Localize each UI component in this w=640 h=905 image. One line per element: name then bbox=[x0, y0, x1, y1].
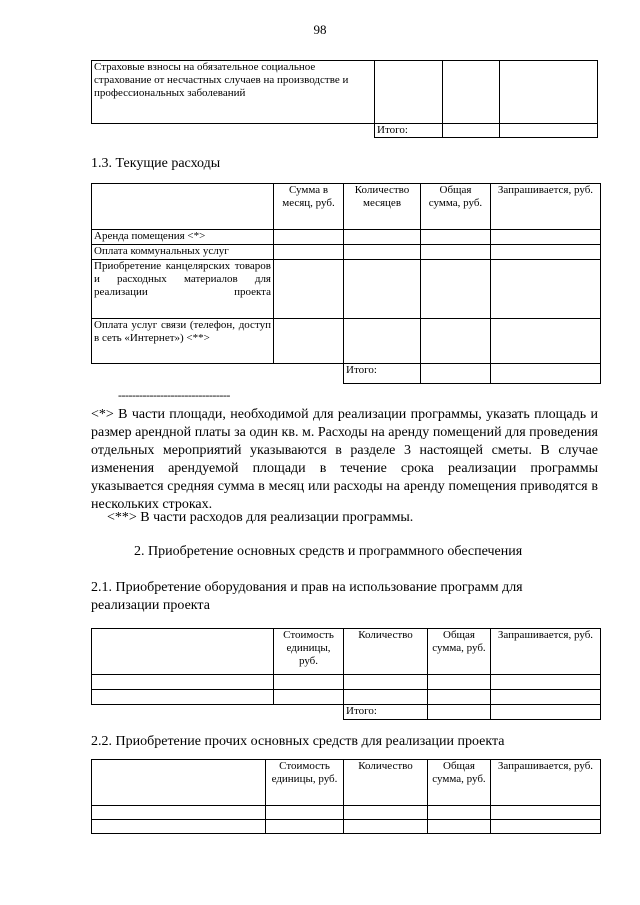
total-label: Итого: bbox=[344, 364, 421, 384]
table-cell bbox=[274, 705, 344, 720]
row-label: Приобретение канцелярских товаров и расходных материалов для реализации проекта bbox=[92, 260, 274, 319]
table-row bbox=[92, 675, 601, 690]
table-header-row bbox=[92, 184, 601, 230]
table-cell[interactable] bbox=[491, 705, 601, 720]
table-cell[interactable] bbox=[344, 319, 421, 364]
table-row bbox=[92, 319, 601, 364]
table-cell[interactable] bbox=[92, 690, 274, 705]
row-label: Оплата услуг связи (телефон, доступ в сеть «Интернет») <**> bbox=[92, 319, 274, 364]
table-total-row bbox=[92, 364, 601, 384]
table-row bbox=[92, 245, 601, 260]
row-label: Аренда помещения <*> bbox=[92, 230, 274, 245]
column-header: Общая сумма, руб. bbox=[428, 760, 491, 806]
table-cell[interactable] bbox=[274, 245, 344, 260]
table-cell[interactable] bbox=[491, 364, 601, 384]
column-header: Сумма в месяц, руб. bbox=[274, 184, 344, 230]
table-cell[interactable] bbox=[491, 690, 601, 705]
table-cell[interactable] bbox=[421, 364, 491, 384]
column-header: Общая сумма, руб. bbox=[428, 629, 491, 675]
table-cell[interactable] bbox=[266, 820, 344, 834]
current-expenses-table bbox=[91, 183, 601, 384]
table-cell[interactable] bbox=[344, 675, 428, 690]
table-cell[interactable] bbox=[428, 806, 491, 820]
total-label: Итого: bbox=[344, 705, 428, 720]
table-cell[interactable] bbox=[266, 806, 344, 820]
row-label: Оплата коммунальных услуг bbox=[92, 245, 274, 260]
table-row bbox=[92, 806, 601, 820]
table-cell[interactable] bbox=[344, 245, 421, 260]
footnote-separator: -------------------------------- bbox=[118, 388, 230, 402]
section-2-1-title: 2.1. Приобретение оборудования и прав на использование программ для реализации проекта bbox=[91, 580, 523, 613]
table-cell[interactable] bbox=[443, 124, 500, 138]
table-cell[interactable] bbox=[375, 61, 443, 124]
table-cell bbox=[92, 705, 274, 720]
footnote-2: <**> В части расходов для реализации программы. bbox=[107, 510, 414, 525]
column-header: Количество bbox=[344, 760, 428, 806]
insurance-row-label: Страховые взносы на обязательное социальное страхование от несчастных случаев на производстве и профессиональных заболеваний bbox=[92, 61, 375, 124]
table-cell[interactable] bbox=[92, 806, 266, 820]
equipment-table bbox=[91, 628, 601, 720]
table-cell[interactable] bbox=[491, 260, 601, 319]
table-cell bbox=[92, 364, 274, 384]
column-header: Запрашивается, руб. bbox=[491, 760, 601, 806]
table-cell[interactable] bbox=[274, 260, 344, 319]
column-header: Запрашивается, руб. bbox=[491, 629, 601, 675]
table-cell[interactable] bbox=[274, 230, 344, 245]
table-cell[interactable] bbox=[500, 61, 598, 124]
column-header: Стоимость единицы, руб. bbox=[266, 760, 344, 806]
table-cell[interactable] bbox=[428, 690, 491, 705]
table-cell[interactable] bbox=[443, 61, 500, 124]
page-number: 98 bbox=[313, 22, 327, 37]
table-row bbox=[92, 61, 598, 124]
table-cell[interactable] bbox=[491, 806, 601, 820]
table-header-row bbox=[92, 760, 601, 806]
section-1-3-title: 1.3. Текущие расходы bbox=[91, 156, 221, 171]
section-2-2-title: 2.2. Приобретение прочих основных средств для реализации проекта bbox=[91, 734, 505, 749]
table-cell[interactable] bbox=[274, 319, 344, 364]
table-total-row bbox=[92, 705, 601, 720]
table-cell[interactable] bbox=[92, 820, 266, 834]
table-cell[interactable] bbox=[428, 820, 491, 834]
table-cell[interactable] bbox=[491, 230, 601, 245]
table-cell[interactable] bbox=[344, 820, 428, 834]
table-cell[interactable] bbox=[428, 705, 491, 720]
insurance-table bbox=[91, 60, 598, 138]
table-row bbox=[92, 260, 601, 319]
column-header: Стоимость единицы, руб. bbox=[274, 629, 344, 675]
footnote-1: <*> В части площади, необходимой для реализации программы, указать площадь и размер арендной платы за один кв. м. Расходы на аренду помещений для проведения отдельных мероприятий указываются в разделе 3 настоящей сметы. В случае изменения арендуемой площади в течение срока реализации программы указывается средняя сумма в месяц или расходы на аренду помещения приводятся в нескольких строках. bbox=[91, 407, 598, 512]
table-cell[interactable] bbox=[428, 675, 491, 690]
table-header-row bbox=[92, 629, 601, 675]
column-header bbox=[92, 184, 274, 230]
table-cell[interactable] bbox=[421, 319, 491, 364]
column-header: Количество bbox=[344, 629, 428, 675]
table-row bbox=[92, 230, 601, 245]
total-label: Итого: bbox=[375, 124, 443, 138]
table-row bbox=[92, 690, 601, 705]
table-cell[interactable] bbox=[491, 245, 601, 260]
column-header bbox=[92, 760, 266, 806]
column-header bbox=[92, 629, 274, 675]
table-cell[interactable] bbox=[491, 820, 601, 834]
table-cell[interactable] bbox=[491, 319, 601, 364]
table-cell[interactable] bbox=[344, 806, 428, 820]
table-cell[interactable] bbox=[344, 260, 421, 319]
table-row bbox=[92, 124, 598, 138]
table-cell[interactable] bbox=[92, 675, 274, 690]
section-2-title: 2. Приобретение основных средств и программного обеспечения bbox=[134, 544, 523, 559]
table-cell[interactable] bbox=[421, 245, 491, 260]
column-header: Общая сумма, руб. bbox=[421, 184, 491, 230]
table-cell[interactable] bbox=[274, 690, 344, 705]
table-cell[interactable] bbox=[344, 690, 428, 705]
column-header: Количество месяцев bbox=[344, 184, 421, 230]
table-cell[interactable] bbox=[274, 675, 344, 690]
table-cell[interactable] bbox=[491, 675, 601, 690]
table-cell[interactable] bbox=[421, 230, 491, 245]
other-assets-table bbox=[91, 759, 601, 834]
table-cell[interactable] bbox=[500, 124, 598, 138]
table-cell[interactable] bbox=[344, 230, 421, 245]
table-cell bbox=[274, 364, 344, 384]
table-cell bbox=[92, 124, 375, 138]
column-header: Запрашивается, руб. bbox=[491, 184, 601, 230]
table-row bbox=[92, 820, 601, 834]
table-cell[interactable] bbox=[421, 260, 491, 319]
